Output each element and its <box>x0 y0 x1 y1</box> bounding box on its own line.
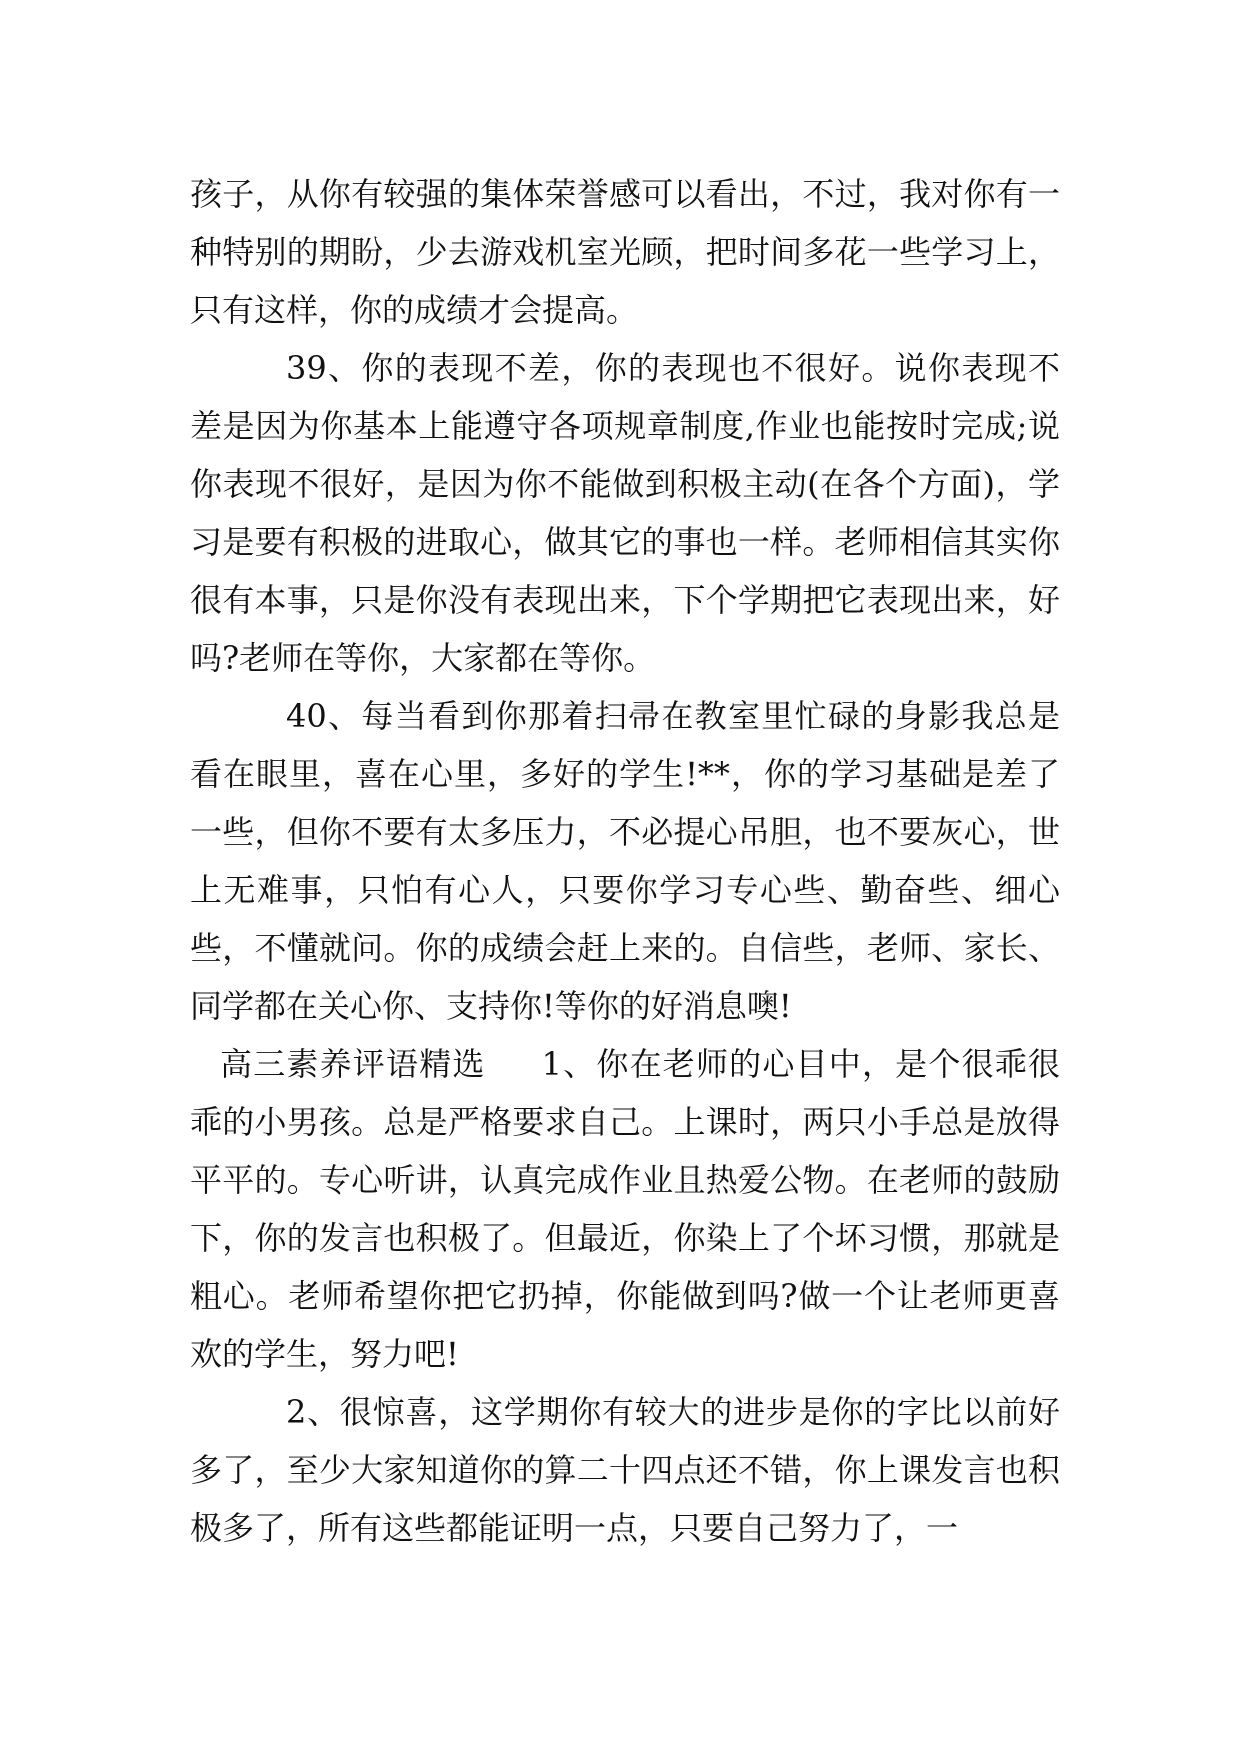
paragraph-comment-40: 40、每当看到你那着扫帚在教室里忙碌的身影我总是看在眼里，喜在心里，多好的学生!**，你的学习基础是差了一些，但你不要有太多压力，不必提心吊胆，也不要灰心，世上无难事，只怕有心人，只要你学习专心些、勤奋些、细心些，不懂就问。你的成绩会赶上来的。自信些，老师、家长、同学都在关心你、支持你!等你的好消息噢! <box>190 697 1060 1025</box>
paragraph-comment-39: 39、你的表现不差，你的表现也不很好。说你表现不差是因为你基本上能遵守各项规章制度,作业也能按时完成;说你表现不很好，是因为你不能做到积极主动(在各个方面)，学习是要有积极的进取心，做其它的事也一样。老师相信其实你很有本事，只是你没有表现出来，下个学期把它表现出来，好吗?老师在等你，大家都在等你。 <box>190 349 1060 677</box>
section-paragraph <box>190 1035 1060 1383</box>
section-heading: 高三素养评语精选 <box>220 1045 486 1083</box>
section-item-1: 1、你在老师的心目中，是个很乖很乖的小男孩。总是严格要求自己。上课时，两只小手总是放得平平的。专心听讲，认真完成作业且热爱公物。在老师的鼓励下，你的发言也积极了。但最近，你染上了个坏习惯，那就是粗心。老师希望你把它扔掉，你能做到吗?做一个让老师更喜欢的学生，努力吧! <box>190 1045 1060 1373</box>
paragraph-comment-2: 2、很惊喜，这学期你有较大的进步是你的字比以前好多了，至少大家知道你的算二十四点还不错，你上课发言也积极多了，所有这些都能证明一点，只要自己努力了，一 <box>190 1393 1060 1547</box>
document-body <box>190 165 1060 1557</box>
paragraph-continuation: 孩子，从你有较强的集体荣誉感可以看出，不过，我对你有一种特别的期盼，少去游戏机室光顾，把时间多花一些学习上，只有这样，你的成绩才会提高。 <box>190 175 1060 329</box>
